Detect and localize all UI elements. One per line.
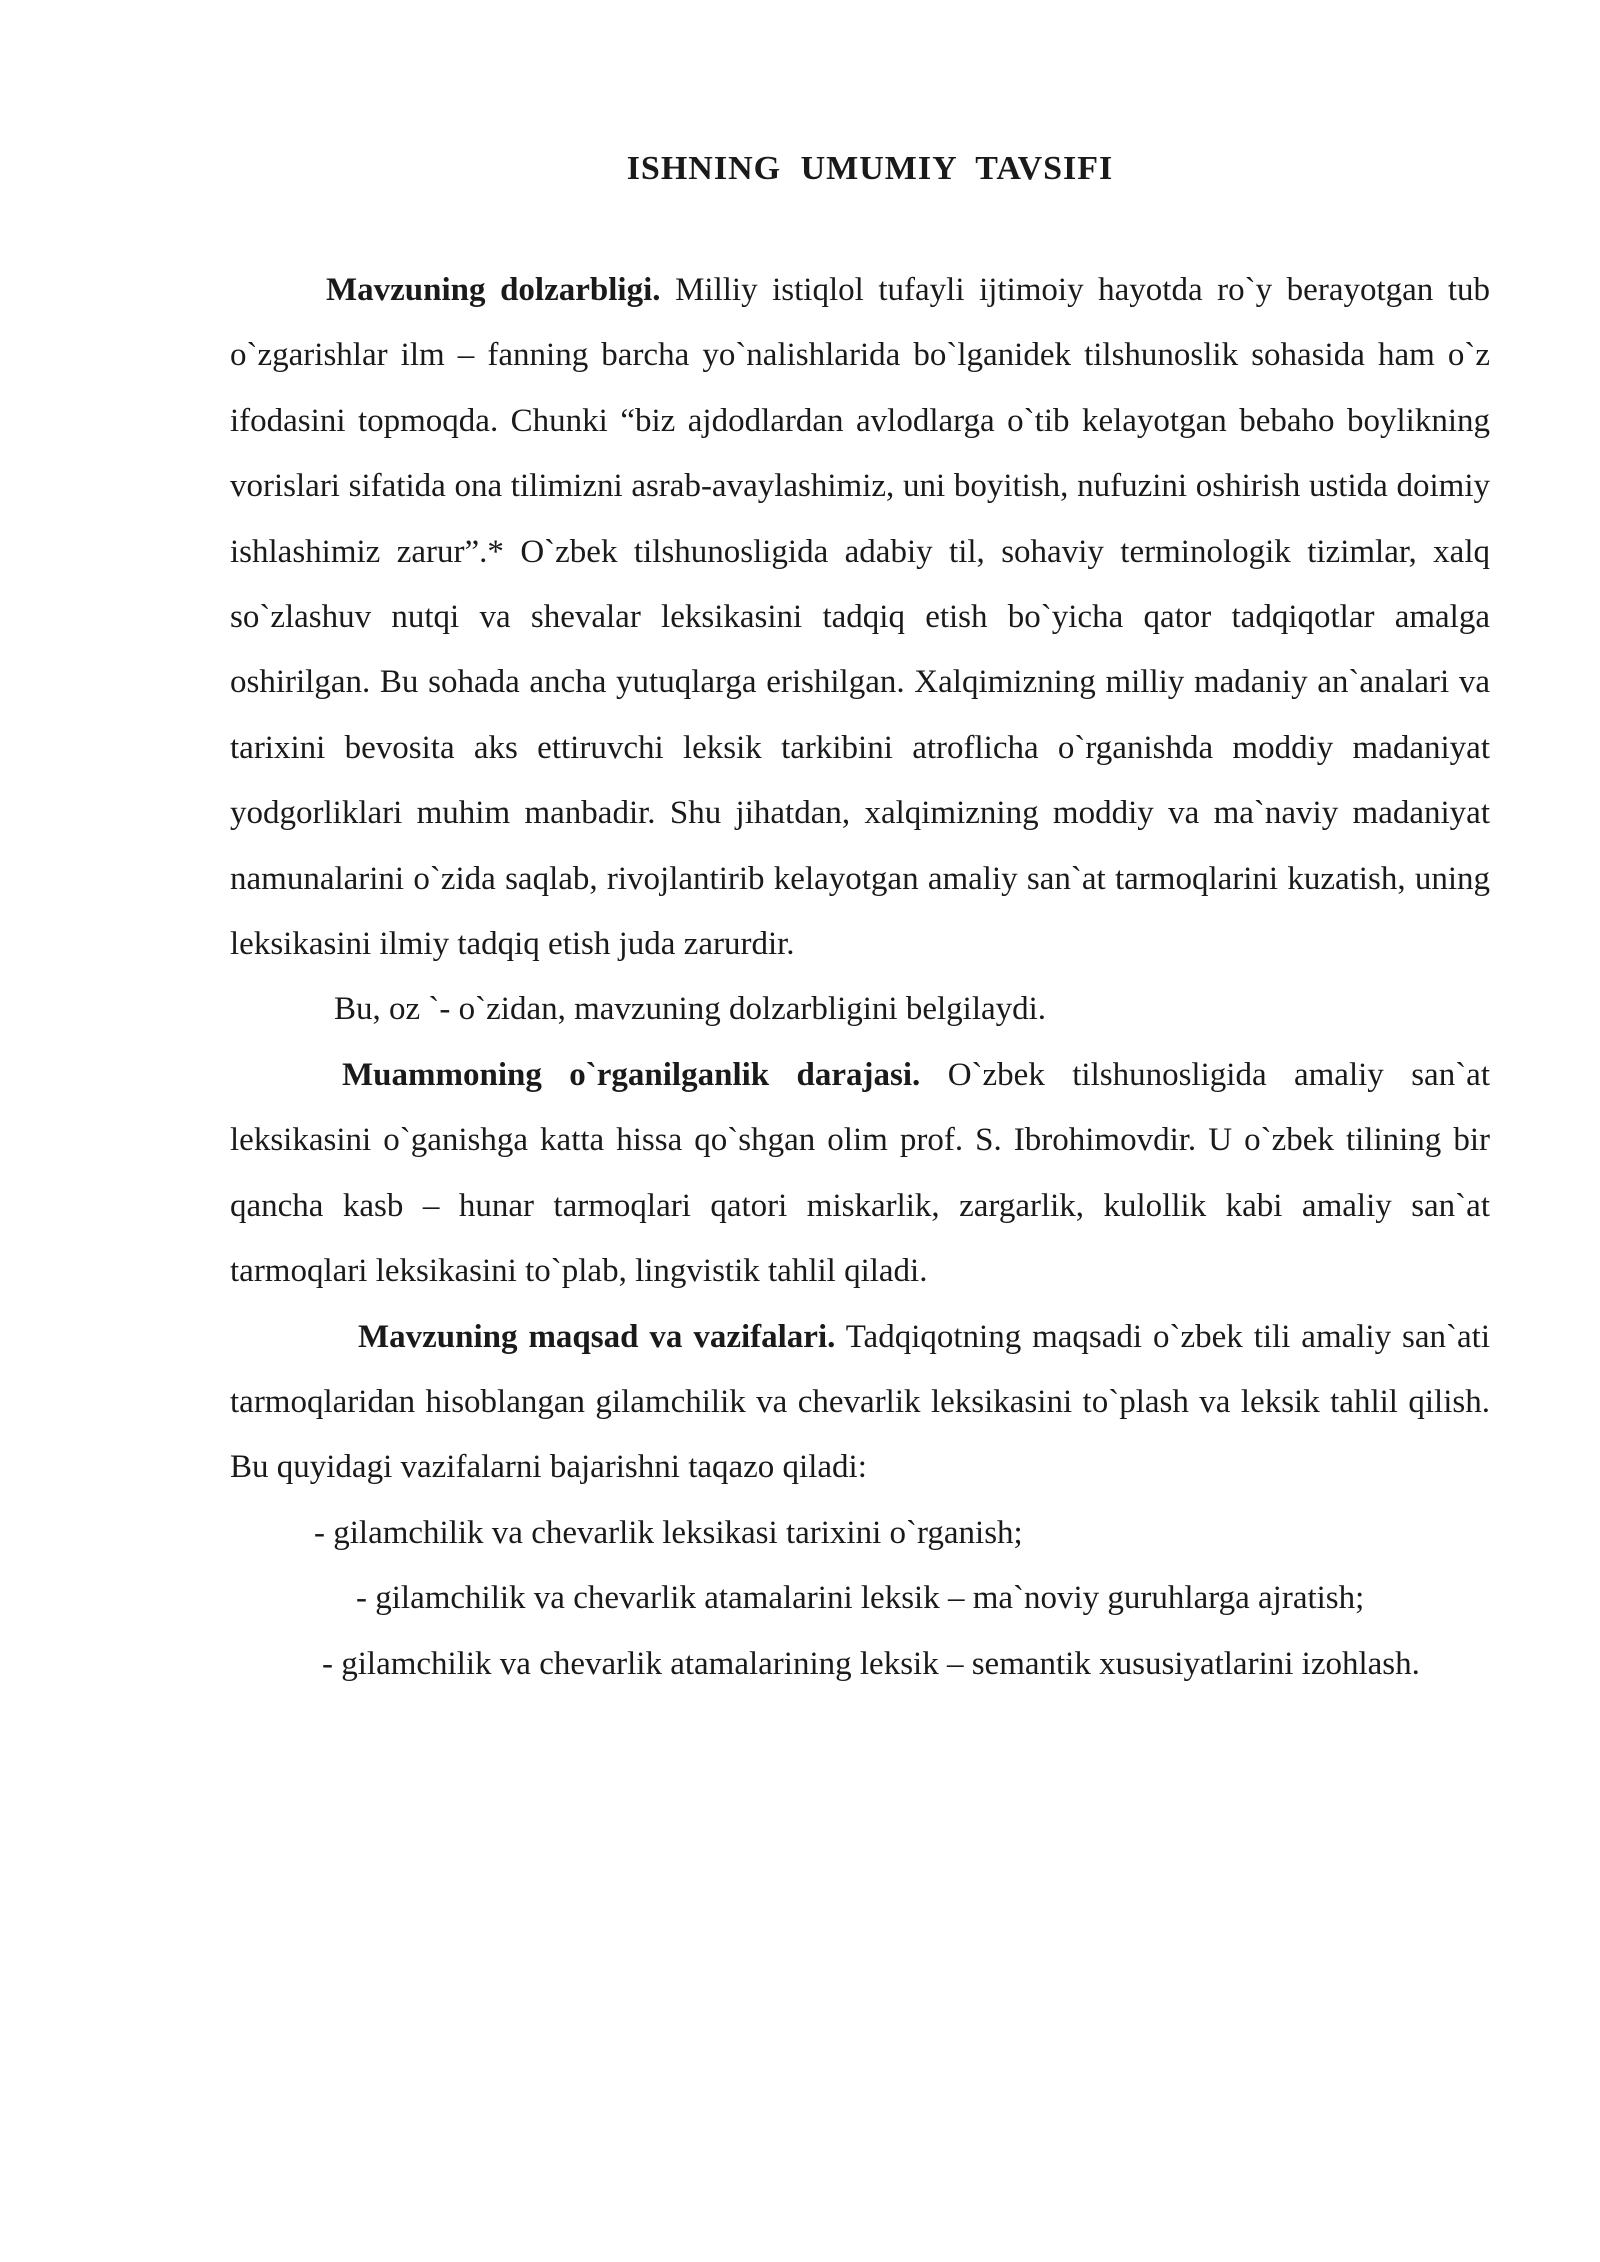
task-item: - gilamchilik va chevarlik leksikasi tarixini o`rganish;	[314, 1514, 1023, 1551]
document-title: ISHNING UMUMIY TAVSIFI	[626, 150, 1114, 187]
task-item: - gilamchilik va chevarlik atamalarining leksik – semantik xususiyatlarini izohlash.	[322, 1645, 1420, 1682]
task-item: - gilamchilik va chevarlik atamalarini leksik – ma`noviy guruhlarga ajratish;	[356, 1580, 1365, 1617]
study-level-heading: Muammoning o`rganilganlik darajasi.	[342, 1056, 921, 1093]
relevance-conclusion: Bu, oz `- o`zidan, mavzuning dolzarbligini belgilaydi.	[334, 991, 1047, 1028]
goals-text: Tadqiqotning maqsadi o`zbek tili amaliy san`ati tarmoqlaridan hisoblangan gilamchilik va chevarlik leksikasini to`plash va leksik tahlil qilish. Bu quyidagi vazifalarni bajarishni taqazo qiladi:	[230, 1318, 1490, 1486]
goals-paragraph	[230, 1305, 1490, 1501]
document-page	[230, 150, 1490, 1697]
goals-heading: Mavzuning maqsad va vazifalari.	[358, 1318, 836, 1355]
study-level-paragraph	[230, 1043, 1490, 1305]
relevance-heading: Mavzuning dolzarbligi.	[326, 272, 661, 308]
relevance-text: Milliy istiqlol tufayli ijtimoiy hayotda ro`y berayotgan tub o`zgarishlar ilm – fanning barcha yo`nalishlarida bo`lganidek tilshunoslik sohasida ham o`z ifodasini topmoqda. Chunki “biz ajdodlardan avlodlarga o`tib kelayotgan bebaho boylikning vorislari sifatida ona tilimizni asrab-avaylashimiz, uni boyitish, nufuzini oshirish ustida doimiy ishlashimiz zarur”.* O`zbek tilshunosligida adabiy til, sohaviy terminologik tizimlar, xalq so`zlashuv nutqi va shevalar leksikasini tadqiq etish bo`yicha qator tadqiqotlar amalga oshirilgan. Bu sohada ancha yutuqlarga erishilgan. Xalqimizning milliy madaniy an`analari va tarixini bevosita aks ettiruvchi leksik tarkibini atroflicha o`rganishda moddiy madaniyat yodgorliklari muhim manbadir. Shu jihatdan, xalqimizning moddiy va ma`naviy madaniyat namunalarini o`zida saqlab, rivojlantirib kelayotgan amaliy san`at tarmoqlarini kuzatish, uning leksikasini ilmiy tadqiq etish juda zarurdir.	[230, 272, 1491, 963]
relevance-paragraph	[230, 258, 1490, 977]
study-level-text: O`zbek tilshunosligida amaliy san`at leksikasini o`ganishga katta hissa qo`shgan olim prof. S. Ibrohimovdir. U o`zbek tilining bir qancha kasb – hunar tarmoqlari qatori miskarlik, zargarlik, kulollik kabi amaliy san`at tarmoqlari leksikasini to`plab, lingvistik tahlil qiladi.	[230, 1056, 1490, 1290]
